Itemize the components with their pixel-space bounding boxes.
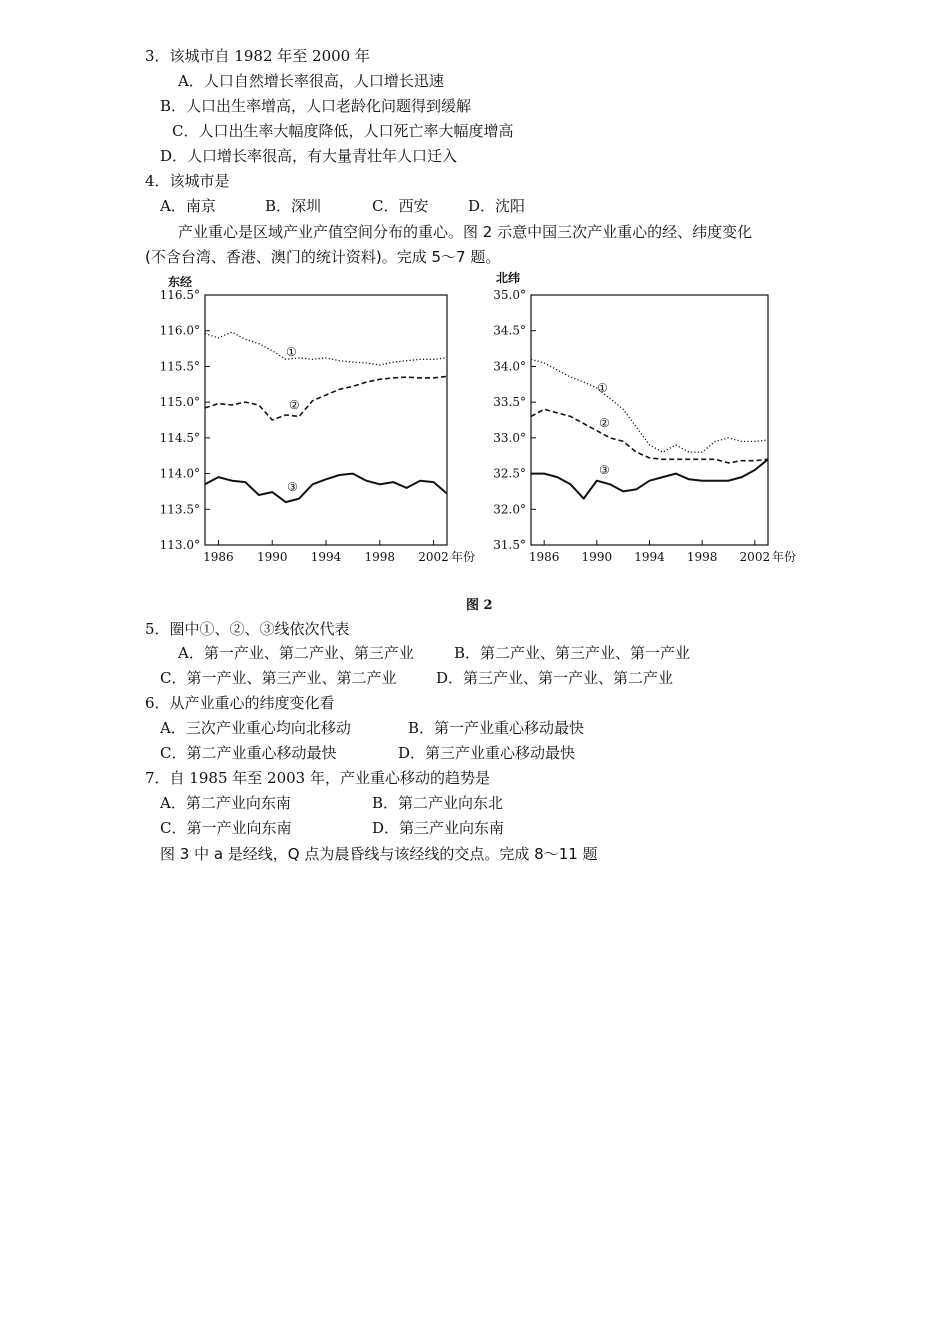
q4-option-a: A．南京 (160, 197, 216, 215)
chart-latitude-xtick-label: 1990 (581, 550, 613, 564)
chart-longitude-series-1-line (205, 332, 447, 365)
q3-option-a: A．人口自然增长率很高，人口增长迅速 (178, 72, 444, 90)
chart-latitude-frame (531, 295, 768, 545)
chart-longitude-ytick-label: 114.5° (159, 430, 200, 445)
q3-stem: 3．该城市自 1982 年至 2000 年 (145, 47, 370, 65)
chart-latitude-xtick-label: 2002 (739, 550, 771, 564)
intro-fig2-line2: (不含台湾、香港、澳门的统计资料)。完成 5～7 题。 (145, 248, 501, 266)
q5-option-d: D．第三产业、第一产业、第二产业 (436, 669, 674, 687)
q3-option-c: C．人口出生率大幅度降低，人口死亡率大幅度增高 (172, 122, 514, 140)
q7-option-b: B．第二产业向东北 (372, 794, 504, 812)
q4-option-d: D．沈阳 (468, 197, 526, 215)
chart-latitude-xtick-label: 1986 (528, 550, 560, 564)
chart-latitude-ytick-label: 32.5° (493, 466, 526, 481)
chart-latitude-xtick-label: 1994 (634, 550, 665, 564)
q4-option-b: B．深圳 (265, 197, 322, 215)
intro-fig2-line1: 产业重心是区域产业产值空间分布的重心。图 2 示意中国三次产业重心的经、纬度变化 (178, 223, 753, 241)
chart-longitude-ytick-label: 116.0° (159, 323, 200, 338)
q5-stem: 5．圈中①、②、③线依次代表 (145, 620, 350, 638)
chart-latitude-ytick-label: 32.0° (493, 502, 526, 517)
figure-2 (140, 268, 820, 568)
q5-option-b: B．第二产业、第三产业、第一产业 (454, 644, 691, 662)
q7-option-c: C．第一产业向东南 (160, 819, 292, 837)
chart-latitude-xlabel: 年份 (772, 550, 797, 564)
chart-longitude-ytick-label: 114.0° (159, 466, 200, 481)
chart-longitude-xtick-label: 2002 (418, 550, 449, 564)
q6-option-c: C．第二产业重心移动最快 (160, 744, 337, 762)
chart-longitude-series-2-line (205, 376, 447, 420)
chart-latitude-ytick-label: 33.0° (493, 430, 526, 445)
chart-latitude (493, 270, 796, 564)
chart-longitude-annot-3: ③ (287, 480, 298, 494)
chart-longitude-xtick-label: 1998 (364, 550, 396, 564)
chart-longitude-ytick-label: 115.5° (159, 359, 200, 374)
chart-longitude-ytick-label: 113.5° (159, 502, 200, 517)
q3-option-d: D．人口增长率很高，有大量青壮年人口迁入 (160, 147, 458, 165)
chart-latitude-annot-1: ① (597, 381, 608, 395)
chart-latitude-ytick-label: 31.5° (493, 538, 526, 552)
chart-latitude-annot-2: ② (599, 416, 610, 430)
chart-longitude-ytick-label: 116.5° (159, 288, 200, 302)
q6-stem: 6．从产业重心的纬度变化看 (145, 694, 335, 712)
q5-option-c: C．第一产业、第三产业、第二产业 (160, 669, 397, 687)
chart-latitude-ytick-label: 33.5° (493, 395, 526, 410)
q6-option-b: B．第一产业重心移动最快 (408, 719, 585, 737)
chart-longitude-annot-1: ① (286, 345, 297, 359)
q4-option-c: C．西安 (372, 197, 429, 215)
q5-option-a: A．第一产业、第二产业、第三产业 (178, 644, 414, 662)
chart-latitude-annot-3: ③ (599, 463, 610, 477)
chart-latitude-ytick-label: 34.0° (493, 359, 526, 374)
chart-latitude-ylabel: 北纬 (496, 271, 521, 285)
chart-longitude-ytick-label: 113.0° (159, 538, 200, 552)
figure-caption: 图 2 (466, 598, 493, 613)
chart-longitude (160, 274, 475, 564)
chart-latitude-series-2-line (531, 409, 768, 463)
chart-longitude-xtick-label: 1986 (203, 550, 234, 564)
intro-fig3: 图 3 中 a 是经线，Q 点为晨昏线与该经线的交点。完成 8～11 题 (160, 845, 598, 863)
chart-latitude-ytick-label: 34.5° (493, 323, 526, 338)
chart-longitude-xlabel: 年份 (451, 550, 476, 564)
q3-option-b: B．人口出生率增高，人口老龄化问题得到缓解 (160, 97, 472, 115)
q6-option-d: D．第三产业重心移动最快 (398, 744, 576, 762)
chart-latitude-xtick-label: 1998 (686, 550, 718, 564)
chart-latitude-series-3-line (531, 459, 768, 498)
q7-option-d: D．第三产业向东南 (372, 819, 505, 837)
chart-longitude-frame (205, 295, 447, 545)
chart-latitude-ytick-label: 35.0° (493, 288, 526, 302)
q4-stem: 4．该城市是 (145, 172, 230, 190)
chart-longitude-ylabel: 东经 (168, 275, 193, 289)
chart-latitude-series-1-line (531, 359, 768, 452)
q7-option-a: A．第二产业向东南 (160, 794, 291, 812)
chart-longitude-series-3-line (205, 474, 447, 503)
q7-stem: 7．自 1985 年至 2003 年，产业重心移动的趋势是 (145, 769, 490, 787)
chart-longitude-ytick-label: 115.0° (159, 395, 200, 410)
q6-option-a: A．三次产业重心均向北移动 (160, 719, 351, 737)
chart-longitude-xtick-label: 1994 (310, 550, 342, 564)
chart-longitude-xtick-label: 1990 (256, 550, 288, 564)
chart-longitude-annot-2: ② (289, 398, 300, 412)
